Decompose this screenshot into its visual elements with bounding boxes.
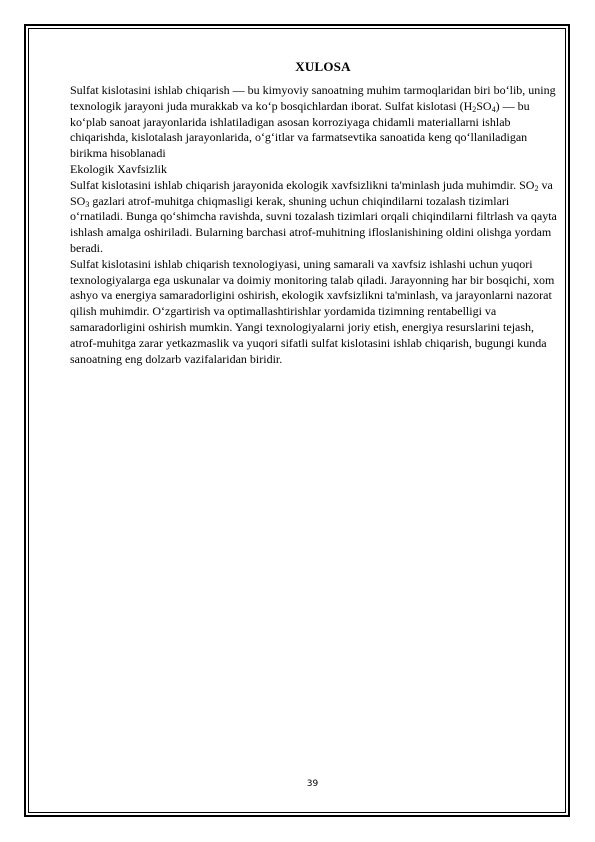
paragraph-conclusion: Sulfat kislotasini ishlab chiqarish texnologiyasi, uning samarali va xavfsiz ishlashi uchun yuqori texnologiyalarga ega uskunalar va doimiy monitoring talab qiladi. Jarayonning har bir bosqichi, xom ashyo va energiya samaradorligini oshirish, ekologik xavfsizlikni ta'minlash, va jarayonlarni nazorat qilish muhimdir. O‘zgartirish va optimallashtirishlar yordamida tizimning rentabelligi va samaradorligini oshirish mumkin. Yangi texnologiyalarni joriy etish, energiya resurslarini tejash, atrof-muhitga zarar yetkazmaslik va yuqori sifatli sulfat kislotasini ishlab chiqarish, bugungi kunda sanoatning eng dolzarb vazifalaridan biridir. [70, 256, 555, 366]
paragraph-ecological-safety: Sulfat kislotasini ishlab chiqarish jarayonida ekologik xavfsizlikni ta'minlash juda muhimdir. $SO_2$ va $SO_3$ gazlari atrof-muhitga chiqmasligi kerak, shuning uchun chiqindilarni tozalash tizimlari o‘rnatiladi. Bunga qo‘shimcha ravishda, suvni tozalash tizimlari orqali chiqindilarni filtrlash va qayta ishlash amalga oshiriladi. Bularning barchasi atrof-muhitning ifloslanishining oldini olishga yordam beradi. [70, 177, 557, 255]
section-heading-ecological-safety: Ekologik Xavfsizlik [70, 161, 167, 176]
page-number: 39 [306, 779, 319, 789]
document-title: XULOSA [295, 59, 351, 74]
paragraph-intro: Sulfat kislotasini ishlab chiqarish — bu kimyoviy sanoatning muhim tarmoqlaridan biri bo‘lib, uning texnologik jarayoni juda murakkab va ko‘p bosqichlardan iborat. Sulfat kislotasi $(H_2SO_4)$ — bu ko‘plab sanoat jarayonlarida ishlatiladigan asosan korroziyaga chidamli materiallarni ishlab chiqarishda, kislotalash jarayonlarida, o‘g‘itlar va farmatsevtika sanoatida keng qo‘llaniladigan birikma hisoblanadi [70, 83, 556, 161]
document-body [70, 58, 560, 367]
